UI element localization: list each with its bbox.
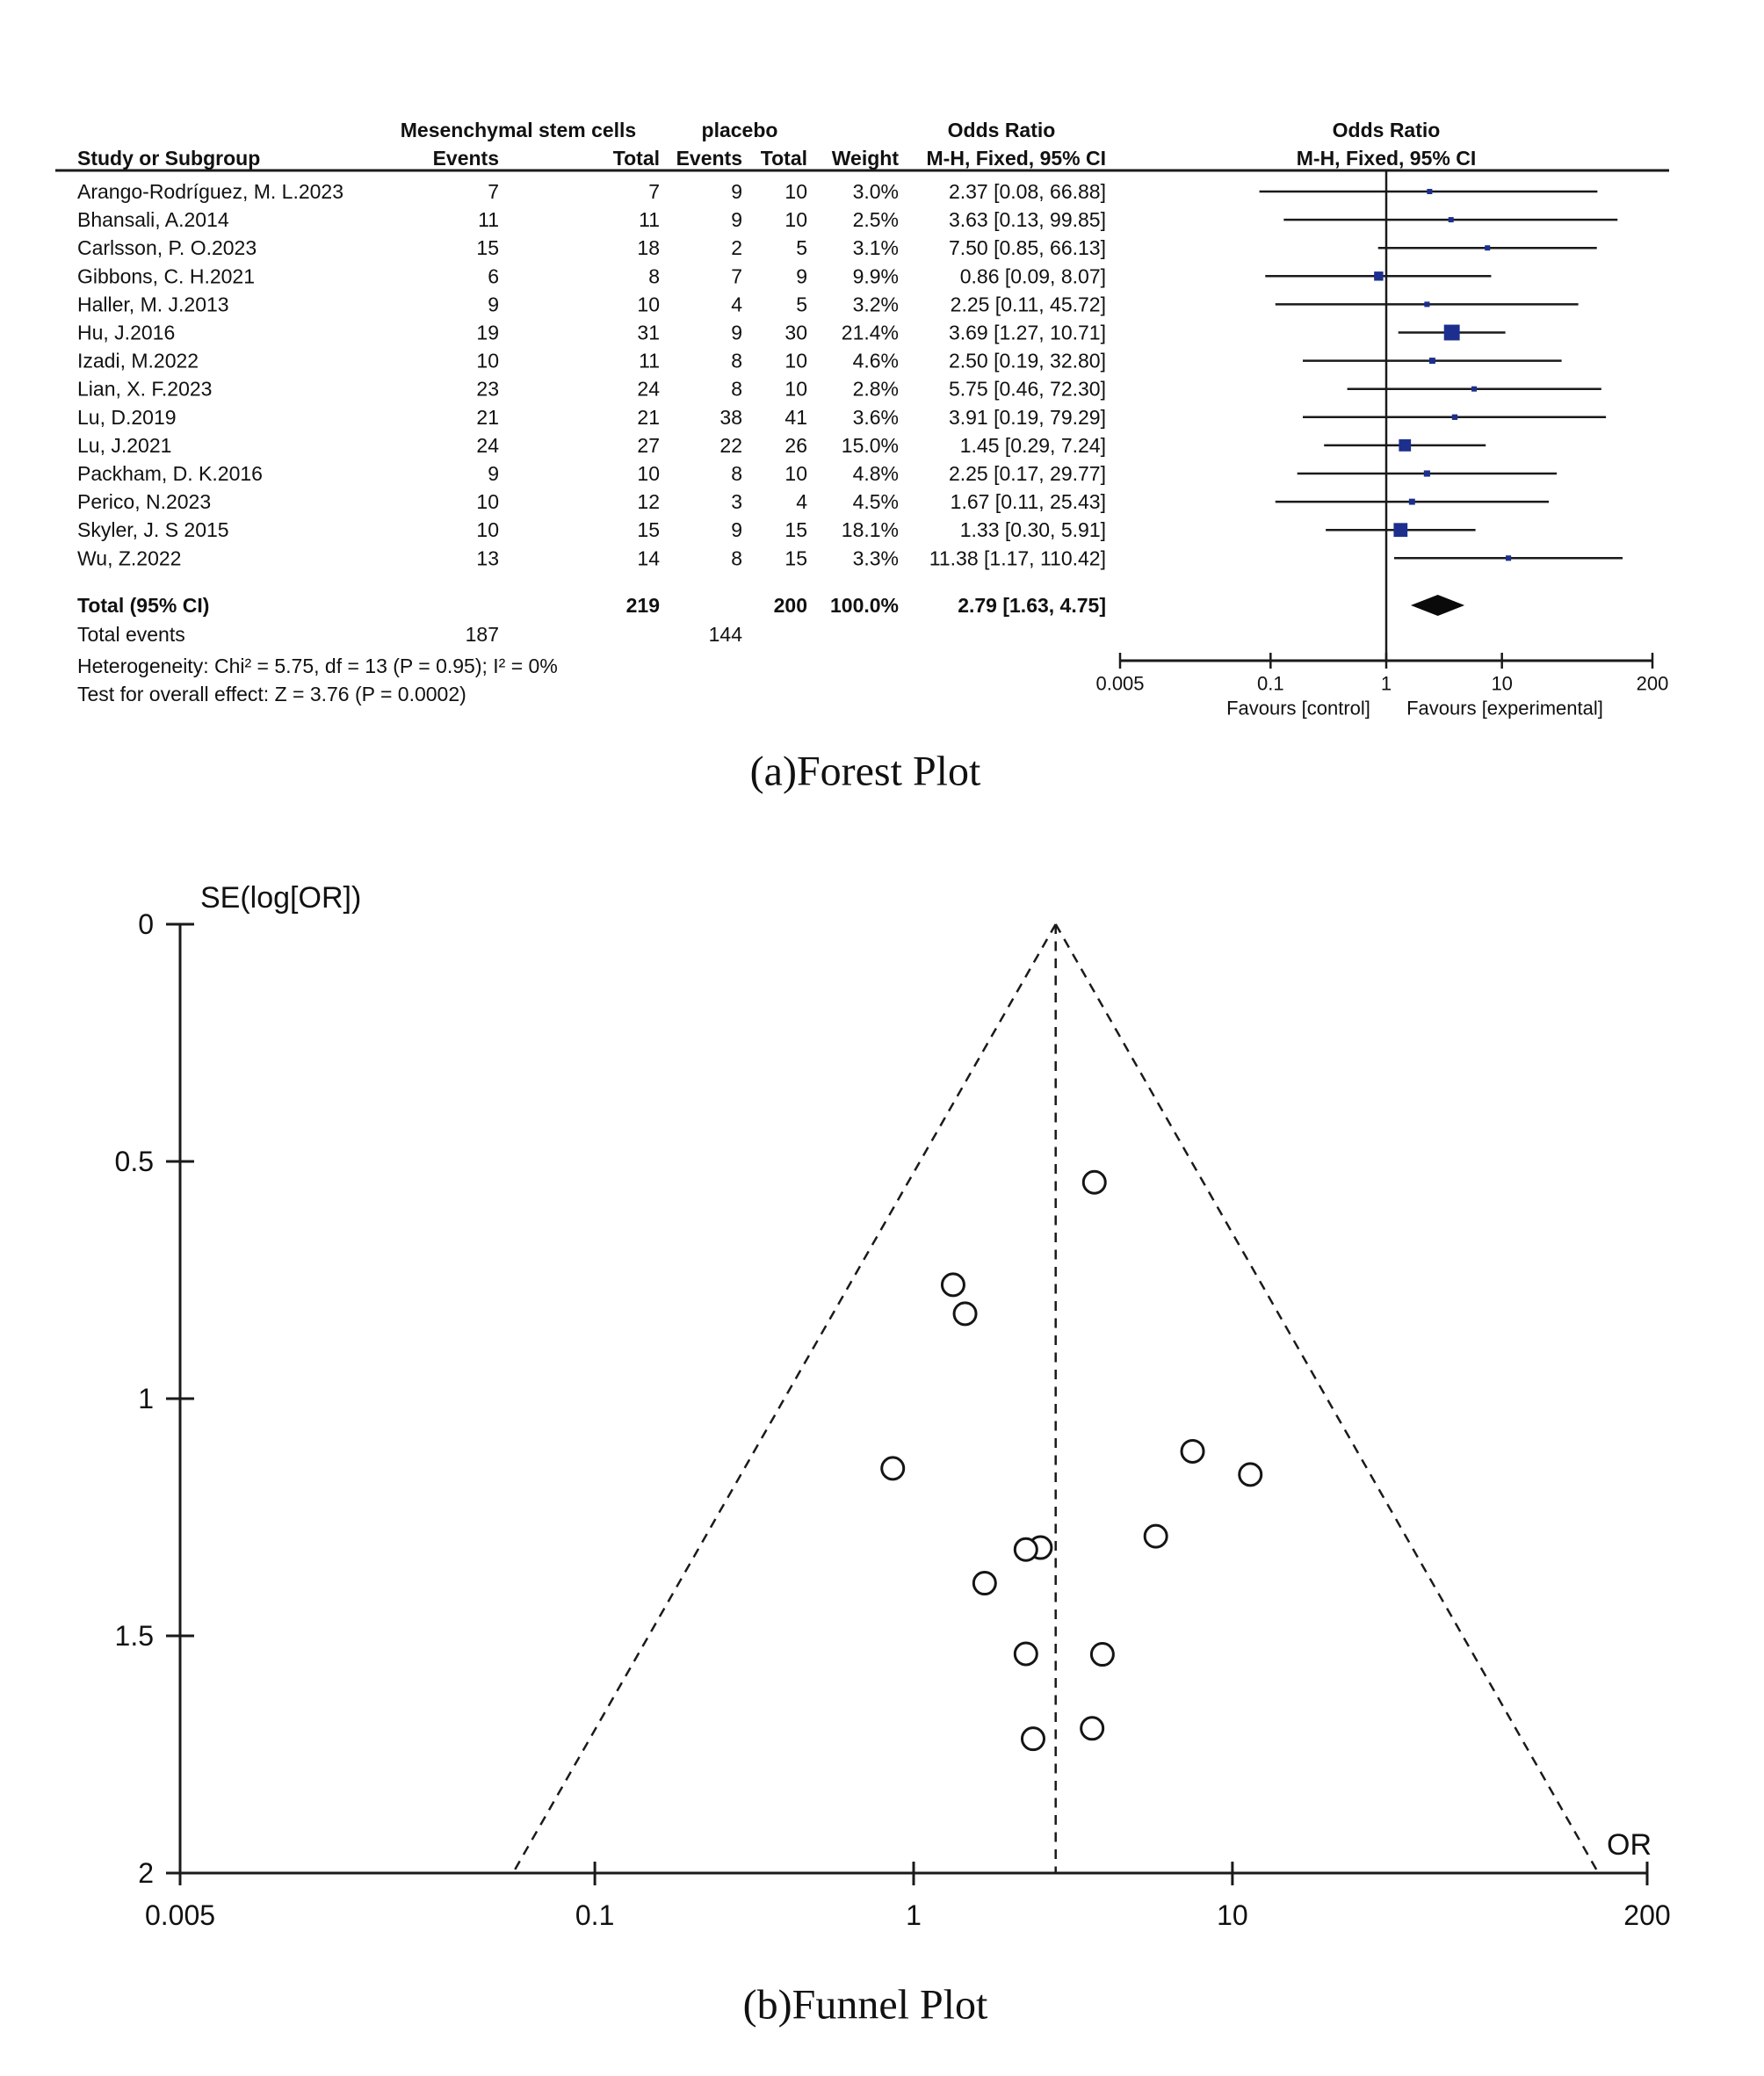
forest-row-weight: 3.1% (852, 236, 899, 260)
forest-row (77, 293, 1579, 315)
funnel-x-tick-label: 0.005 (144, 1899, 216, 1931)
forest-row-events-experimental: 23 (476, 377, 499, 401)
forest-row-total-control: 10 (784, 180, 807, 203)
forest-effect-square (1409, 499, 1415, 505)
forest-row-weight: 21.4% (841, 321, 899, 344)
funnel-y-tick-label: 2 (138, 1857, 154, 1889)
forest-row-total-control: 10 (784, 349, 807, 373)
forest-row-weight: 4.8% (852, 462, 899, 485)
forest-row-events-control: 8 (731, 546, 742, 570)
forest-row-events-control: 22 (719, 433, 742, 457)
forest-row (77, 322, 1506, 344)
funnel-axis-ticks (115, 908, 1671, 1931)
forest-row-study-name: Perico, N.2023 (77, 490, 212, 514)
forest-total-weight: 100.0% (829, 594, 899, 617)
forest-overall-effect-note: Test for overall effect: Z = 3.76 (P = 0.0002) (77, 683, 466, 705)
funnel-x-axis-label: OR (1607, 1828, 1652, 1862)
forest-row-total-control: 5 (796, 293, 807, 316)
forest-row-study-name: Lu, J.2021 (77, 433, 172, 457)
funnel-point (1182, 1440, 1204, 1462)
forest-row-events-experimental: 6 (488, 264, 499, 288)
forest-header-or-column-title: Odds Ratio (947, 119, 1056, 141)
forest-total-events-experimental: 187 (465, 623, 499, 646)
forest-row-events-control: 8 (731, 462, 742, 485)
forest-row-events-control: 8 (731, 377, 742, 401)
funnel-point (942, 1274, 964, 1296)
funnel-x-tick-label: 1 (906, 1899, 922, 1931)
forest-row-weight: 2.5% (852, 208, 899, 232)
forest-row-events-control: 4 (731, 293, 742, 316)
forest-row (77, 378, 1601, 401)
forest-effect-square (1374, 271, 1383, 280)
funnel-x-tick-label: 200 (1623, 1899, 1671, 1931)
forest-effect-square (1471, 387, 1477, 392)
funnel-right-ci-dashed-line (1056, 924, 1599, 1873)
forest-row-events-experimental: 19 (476, 321, 499, 344)
forest-row-study-name: Izadi, M.2022 (77, 349, 199, 373)
forest-row-events-experimental: 11 (478, 208, 499, 232)
forest-header-or-column-sub: M-H, Fixed, 95% CI (926, 147, 1106, 170)
forest-row-events-control: 3 (731, 490, 742, 514)
forest-row-or-ci: 3.91 [0.19, 79.29] (948, 405, 1106, 429)
forest-total-label: Total (95% CI) (77, 594, 210, 617)
forest-total-events-label: Total events (77, 623, 185, 646)
forest-row-events-experimental: 7 (488, 180, 499, 203)
funnel-left-ci-dashed-line (513, 924, 1056, 1873)
forest-row-total-control: 10 (784, 462, 807, 485)
funnel-y-tick-label: 1 (138, 1383, 154, 1414)
forest-row-events-experimental: 15 (476, 236, 499, 260)
forest-row-events-control: 7 (731, 264, 742, 288)
forest-row-total-experimental: 11 (639, 349, 660, 373)
forest-graph-extras (1095, 595, 1668, 695)
forest-x-tick-label: 10 (1491, 672, 1513, 695)
funnel-point (954, 1303, 976, 1325)
forest-row-study-name: Carlsson, P. O.2023 (77, 236, 257, 260)
forest-x-tick-label: 1 (1380, 672, 1392, 695)
forest-row (77, 180, 1597, 203)
forest-row-events-experimental: 9 (488, 462, 499, 485)
forest-row-study-name: Skyler, J. S 2015 (77, 518, 229, 542)
funnel-x-tick-label: 0.1 (575, 1899, 615, 1931)
forest-row-total-experimental: 10 (637, 293, 660, 316)
funnel-point (1083, 1171, 1105, 1193)
forest-header-experimental-group: Mesenchymal stem cells (400, 119, 637, 141)
forest-row-total-control: 5 (796, 236, 807, 260)
forest-header-total-experimental: Total (612, 147, 660, 170)
forest-row-total-control: 26 (784, 433, 807, 457)
forest-row-total-experimental: 8 (648, 264, 660, 288)
forest-row-study-name: Wu, Z.2022 (77, 546, 182, 570)
forest-row-total-control: 41 (784, 405, 807, 429)
forest-effect-square (1485, 245, 1490, 250)
forest-row-or-ci: 5.75 [0.46, 72.30] (948, 377, 1106, 401)
forest-row-study-name: Hu, J.2016 (77, 321, 176, 344)
forest-row-events-control: 9 (731, 321, 742, 344)
forest-row-total-experimental: 10 (637, 462, 660, 485)
forest-total-experimental-n: 219 (625, 594, 660, 617)
forest-row-or-ci: 2.25 [0.17, 29.77] (948, 462, 1106, 485)
funnel-pseudo-ci-lines (513, 924, 1599, 1873)
forest-row (77, 546, 1623, 569)
forest-row-total-experimental: 11 (639, 208, 660, 232)
forest-row-study-name: Gibbons, C. H.2021 (77, 264, 256, 288)
forest-row-weight: 2.8% (852, 377, 899, 401)
funnel-point (973, 1573, 995, 1595)
forest-header-events-control: Events (676, 147, 742, 170)
forest-row-study-name: Lu, D.2019 (77, 405, 177, 429)
funnel-point (1081, 1718, 1103, 1740)
forest-row (77, 406, 1606, 429)
forest-row-total-experimental: 7 (648, 180, 660, 203)
funnel-y-tick-label: 0 (138, 908, 154, 940)
forest-row-or-ci: 2.25 [0.11, 45.72] (950, 293, 1106, 316)
forest-effect-square (1393, 523, 1407, 537)
funnel-y-tick-label: 1.5 (114, 1620, 154, 1652)
funnel-point (1015, 1538, 1037, 1560)
forest-row-total-experimental: 14 (637, 546, 660, 570)
forest-row-total-control: 15 (784, 546, 807, 570)
forest-header-events-experimental: Events (432, 147, 499, 170)
forest-heterogeneity-note: Heterogeneity: Chi² = 5.75, df = 13 (P = 0.95); I² = 0% (77, 655, 558, 677)
forest-header-graph-sub: M-H, Fixed, 95% CI (1296, 147, 1477, 170)
forest-row-total-experimental: 12 (637, 490, 660, 514)
forest-row-or-ci: 1.67 [0.11, 25.43] (950, 490, 1106, 514)
forest-header-total-control: Total (760, 147, 807, 170)
forest-row-or-ci: 3.63 [0.13, 99.85] (948, 208, 1106, 232)
forest-row-events-control: 2 (731, 236, 742, 260)
forest-effect-square (1424, 470, 1430, 476)
forest-row-events-experimental: 10 (476, 490, 499, 514)
forest-effect-square (1427, 189, 1432, 194)
forest-effect-square (1452, 415, 1457, 420)
funnel-point (1015, 1643, 1037, 1665)
forest-row-or-ci: 1.45 [0.29, 7.24] (959, 433, 1106, 457)
forest-effect-square (1429, 358, 1435, 364)
forest-row-weight: 3.0% (852, 180, 899, 203)
forest-row-events-experimental: 10 (476, 349, 499, 373)
forest-effect-square (1444, 325, 1460, 341)
forest-row-study-name: Arango-Rodríguez, M. L.2023 (77, 180, 344, 203)
forest-row-weight: 4.5% (852, 490, 899, 514)
forest-row-study-name: Lian, X. F.2023 (77, 377, 213, 401)
forest-row (77, 490, 1549, 513)
forest-total-or-ci: 2.79 [1.63, 4.75] (958, 594, 1106, 617)
forest-row-events-control: 8 (731, 349, 742, 373)
forest-row-weight: 3.3% (852, 546, 899, 570)
funnel-point (1240, 1464, 1262, 1486)
forest-pooled-diamond (1411, 595, 1464, 616)
forest-x-tick-label: 200 (1636, 672, 1669, 695)
forest-total-events-control: 144 (708, 623, 742, 646)
forest-row (77, 434, 1486, 457)
forest-header-graph-title: Odds Ratio (1332, 119, 1441, 141)
forest-row-events-experimental: 21 (476, 405, 499, 429)
forest-row-weight: 3.6% (852, 405, 899, 429)
forest-row-events-control: 9 (731, 518, 742, 542)
forest-rows (77, 180, 1623, 569)
forest-row-events-control: 9 (731, 208, 742, 232)
forest-row-weight: 15.0% (841, 433, 899, 457)
funnel-points (882, 1171, 1262, 1749)
forest-header-weight: Weight (831, 147, 899, 170)
forest-row-study-name: Packham, D. K.2016 (77, 462, 263, 485)
forest-row-total-control: 10 (784, 208, 807, 232)
forest-row-or-ci: 7.50 [0.85, 66.13] (948, 236, 1106, 260)
forest-effect-square (1424, 301, 1429, 307)
forest-row-total-experimental: 24 (637, 377, 660, 401)
forest-row-events-experimental: 10 (476, 518, 499, 542)
forest-row-weight: 3.2% (852, 293, 899, 316)
forest-row-events-experimental: 9 (488, 293, 499, 316)
forest-row (77, 350, 1562, 373)
forest-row-total-control: 30 (784, 321, 807, 344)
funnel-plot (115, 881, 1671, 2029)
forest-plot (55, 119, 1669, 795)
funnel-point (1145, 1525, 1167, 1547)
forest-row-or-ci: 2.50 [0.19, 32.80] (948, 349, 1106, 373)
forest-row (77, 518, 1476, 541)
forest-row-or-ci: 2.37 [0.08, 66.88] (948, 180, 1106, 203)
forest-row-or-ci: 3.69 [1.27, 10.71] (948, 321, 1106, 344)
forest-effect-square (1449, 217, 1454, 222)
funnel-plot-caption: (b)Funnel Plot (742, 1981, 988, 2029)
funnel-point (1091, 1644, 1113, 1666)
forest-favours-control-label: Favours [control] (1226, 697, 1370, 720)
forest-row-study-name: Haller, M. J.2013 (77, 293, 229, 316)
forest-row-study-name: Bhansali, A.2014 (77, 208, 229, 232)
forest-row-total-control: 9 (796, 264, 807, 288)
funnel-point (882, 1458, 904, 1479)
funnel-y-axis-label: SE(log[OR]) (200, 881, 362, 915)
forest-row-total-control: 15 (784, 518, 807, 542)
forest-favours-experimental-label: Favours [experimental] (1406, 697, 1603, 720)
forest-effect-square (1506, 555, 1511, 561)
forest-effect-square (1399, 439, 1411, 452)
forest-row-events-control: 38 (719, 405, 742, 429)
forest-plot-caption: (a)Forest Plot (749, 748, 981, 795)
forest-header-control-group: placebo (701, 119, 778, 141)
forest-row-or-ci: 11.38 [1.17, 110.42] (929, 546, 1106, 570)
forest-row-total-experimental: 31 (637, 321, 660, 344)
forest-row-weight: 4.6% (852, 349, 899, 373)
forest-total-control-n: 200 (773, 594, 807, 617)
forest-row-events-experimental: 13 (476, 546, 499, 570)
forest-row-total-experimental: 21 (637, 405, 660, 429)
forest-row-or-ci: 1.33 [0.30, 5.91] (959, 518, 1106, 542)
forest-header-study: Study or Subgroup (77, 147, 261, 170)
forest-row (77, 462, 1557, 485)
forest-row-weight: 18.1% (841, 518, 899, 542)
forest-row-total-experimental: 15 (637, 518, 660, 542)
forest-row-events-experimental: 24 (476, 433, 499, 457)
forest-row (77, 236, 1597, 259)
forest-row-total-experimental: 18 (637, 236, 660, 260)
funnel-point (1022, 1728, 1044, 1750)
forest-row-weight: 9.9% (852, 264, 899, 288)
funnel-x-tick-label: 10 (1217, 1899, 1248, 1931)
funnel-y-tick-label: 0.5 (114, 1146, 154, 1177)
forest-row-events-control: 9 (731, 180, 742, 203)
forest-row-total-experimental: 27 (637, 433, 660, 457)
forest-row-or-ci: 0.86 [0.09, 8.07] (959, 264, 1106, 288)
forest-x-tick-label: 0.1 (1257, 672, 1284, 695)
forest-x-tick-label: 0.005 (1095, 672, 1145, 695)
forest-row-total-control: 4 (796, 490, 807, 514)
forest-row-total-control: 10 (784, 377, 807, 401)
forest-row (77, 264, 1491, 287)
